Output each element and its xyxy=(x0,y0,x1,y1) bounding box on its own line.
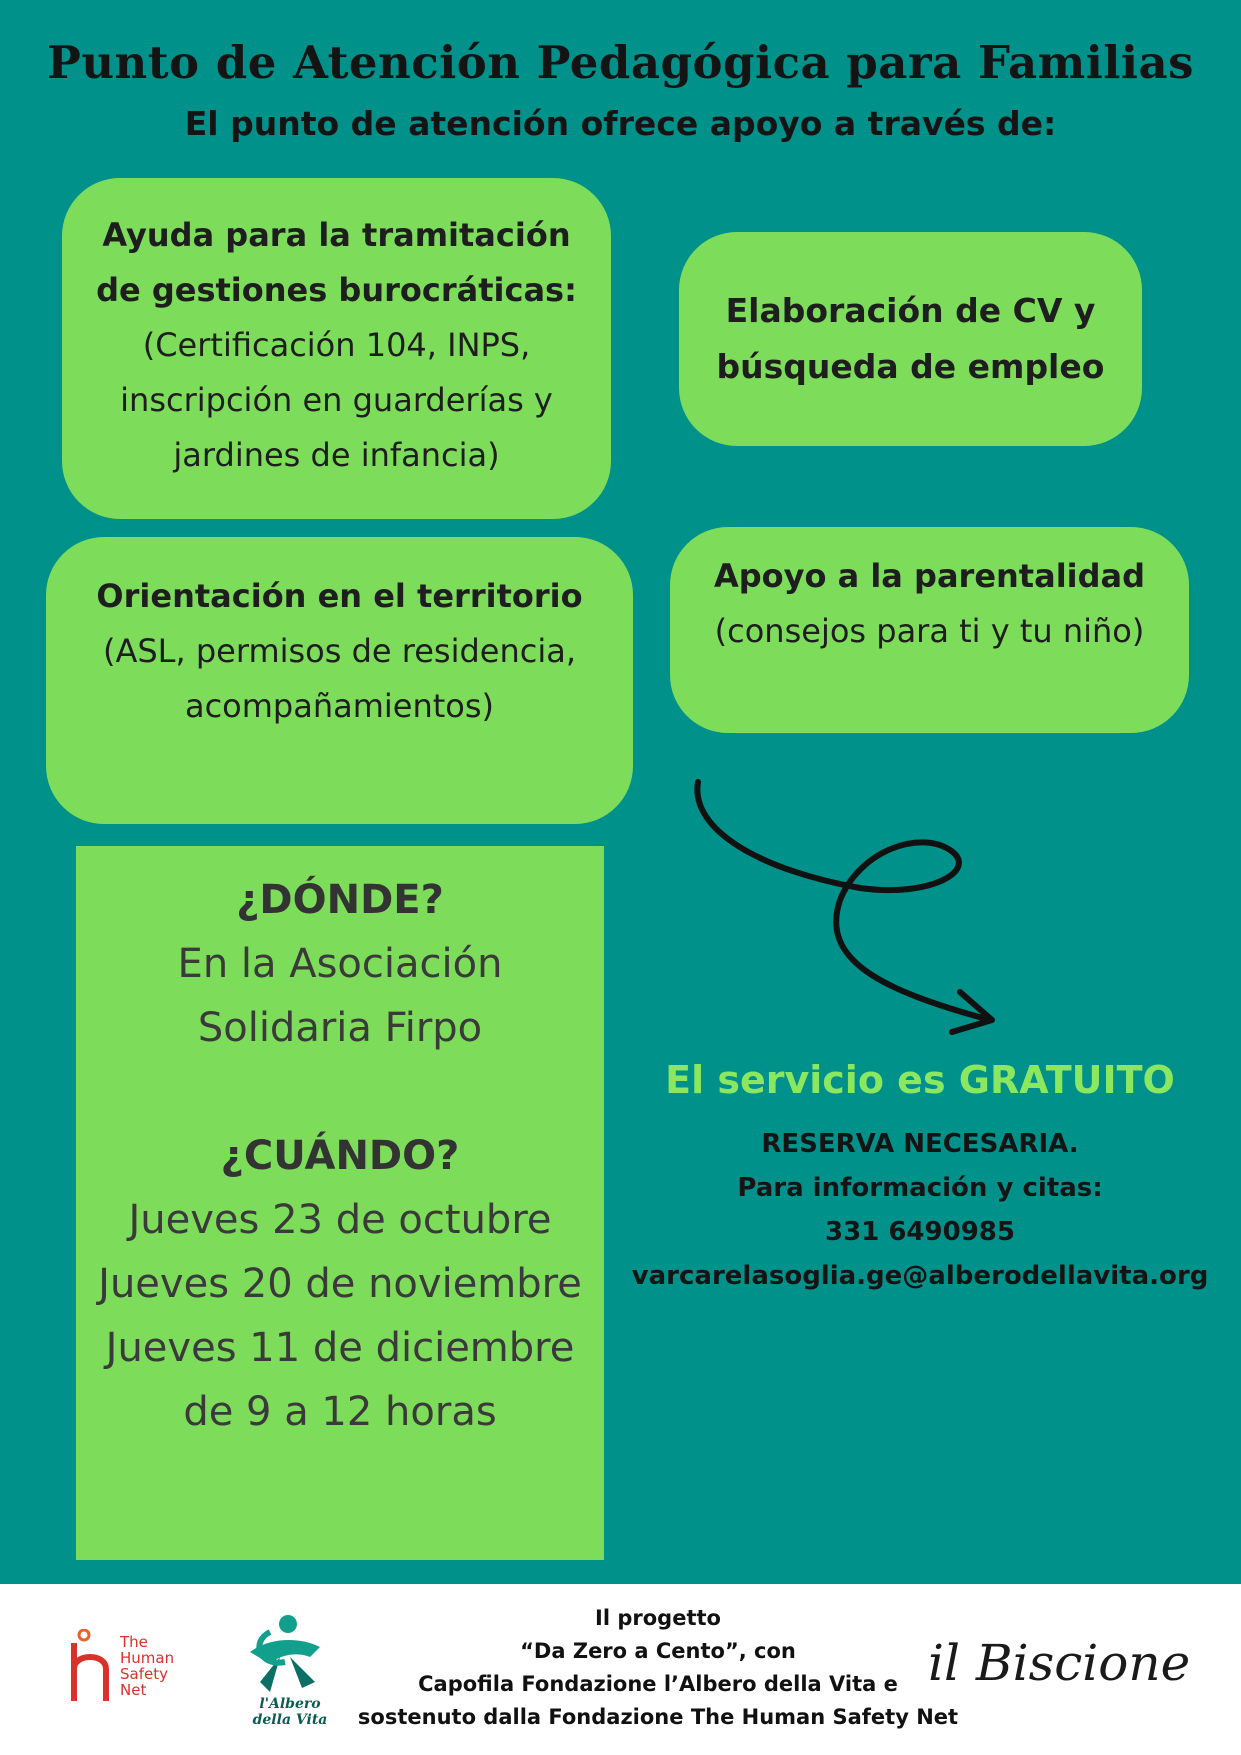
when-hours: de 9 a 12 horas xyxy=(183,1389,497,1435)
project-credits xyxy=(348,1602,968,1734)
curved-arrow-icon xyxy=(680,770,1010,1050)
when-date-1: Jueves 23 de octubre xyxy=(128,1197,552,1243)
hsn-text-4: Net xyxy=(120,1681,147,1699)
service-territory-box xyxy=(46,537,633,824)
hsn-text-1: The xyxy=(120,1633,148,1651)
email-address: varcarelasoglia.ge@alberodellavita.org xyxy=(631,1261,1209,1291)
project-line-2: “Da Zero a Cento”, con xyxy=(520,1639,796,1663)
service-cv-title-2: búsqueda de empleo xyxy=(716,347,1105,386)
hsn-text-2: Human xyxy=(120,1649,175,1667)
service-territory-detail-2: acompañamientos) xyxy=(184,687,495,725)
hsn-text-3: Safety xyxy=(120,1665,168,1683)
when-date-3: Jueves 11 de diciembre xyxy=(105,1325,575,1371)
where-heading: ¿DÓNDE? xyxy=(236,877,444,923)
service-parenting-detail: (consejos para ti y tu niño) xyxy=(714,612,1145,650)
when-heading: ¿CUÁNDO? xyxy=(220,1133,460,1179)
free-service-text: El servicio es GRATUITO xyxy=(665,1058,1175,1102)
when-date-2: Jueves 20 de noviembre xyxy=(98,1261,582,1307)
service-bureaucracy-detail-1: (Certificación 104, INPS, xyxy=(142,326,531,364)
service-bureaucracy-detail-2: inscripción en guarderías y xyxy=(120,381,553,419)
il-biscione-logo: il Biscione xyxy=(928,1634,1191,1692)
service-parenting-title: Apoyo a la parentalidad xyxy=(713,557,1146,595)
contact-label: Para información y citas: xyxy=(737,1173,1103,1203)
page-title: Punto de Atención Pedagógica para Familias xyxy=(47,36,1194,89)
albero-della-vita-logo xyxy=(240,1612,340,1727)
where-when-panel xyxy=(76,846,604,1560)
info-section xyxy=(600,1050,1240,1298)
project-line-3: Capofila Fondazione l’Albero della Vita e xyxy=(418,1672,898,1696)
where-line-2: Solidaria Firpo xyxy=(197,1005,483,1051)
service-territory-title: Orientación en el territorio xyxy=(96,577,583,615)
project-line-4: sostenuto dalla Fondazione The Human Safety Net xyxy=(357,1705,959,1729)
reservation-text: RESERVA NECESARIA. xyxy=(761,1129,1079,1159)
service-bureaucracy-detail-3: jardines de infancia) xyxy=(173,436,500,474)
service-cv-box xyxy=(679,232,1142,446)
service-territory-detail-1: (ASL, permisos de residencia, xyxy=(102,632,577,670)
service-bureaucracy-title-1: Ayuda para la tramitación xyxy=(102,216,571,254)
service-cv-title-1: Elaboración de CV y xyxy=(725,291,1096,330)
service-parenting-box xyxy=(670,527,1189,733)
phone-number: 331 6490985 xyxy=(825,1217,1015,1247)
service-bureaucracy-box xyxy=(62,178,611,519)
human-safety-net-logo xyxy=(70,1629,190,1709)
service-bureaucracy-title-2: de gestiones burocráticas: xyxy=(96,271,577,309)
albero-text-2: della Vita xyxy=(252,1712,328,1727)
project-line-1: Il progetto xyxy=(595,1606,721,1630)
albero-text-1: l'Albero xyxy=(259,1696,321,1712)
where-line-1: En la Asociación xyxy=(177,941,503,987)
footer xyxy=(0,1584,1241,1755)
page-subtitle: El punto de atención ofrece apoyo a través de: xyxy=(184,104,1057,143)
